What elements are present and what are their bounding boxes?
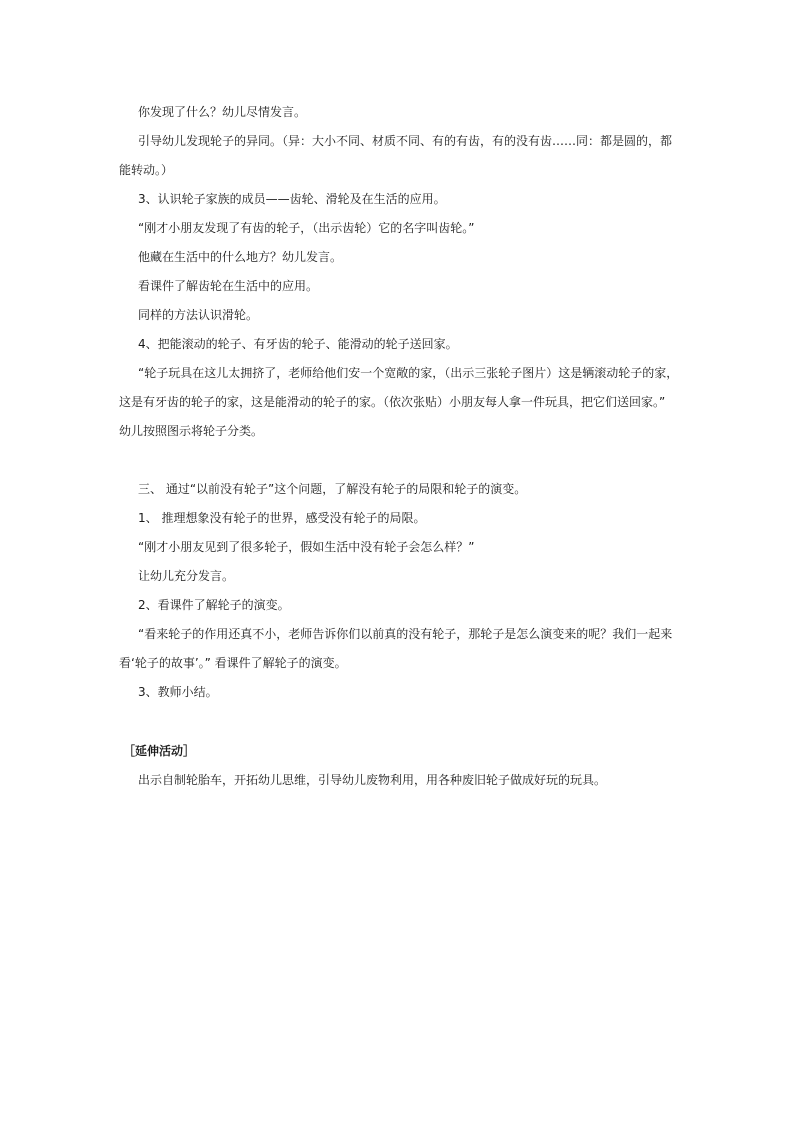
paragraph-line: 出示自制轮胎车，开拓幼儿思维，引导幼儿废物利用，用各种废旧轮子做成好玩的玩具。: [138, 773, 607, 787]
paragraph-line: “看来轮子的作用还真不小，老师告诉你们以前真的没有轮子，那轮子是怎么演变来的呢？我们一起来: [138, 627, 673, 641]
paragraph-line: “刚才小朋友见到了很多轮子，假如生活中没有轮子会怎么样？”: [138, 540, 475, 554]
section-heading: 三、 通过“以前没有轮子”这个问题，了解没有轮子的局限和轮子的演变。: [138, 482, 527, 496]
section-step: 3、认识轮子家族的成员——齿轮、滑轮及在生活的应用。: [138, 192, 446, 206]
paragraph-line: 你发现了什么？幼儿尽情发言。: [138, 105, 307, 119]
paragraph-line: 他藏在生活中的什么地方？幼儿发言。: [138, 250, 343, 264]
paragraph-line: “刚才小朋友发现了有齿的轮子，（出示齿轮）它的名字叫齿轮。”: [138, 221, 475, 235]
paragraph-line: “轮子玩具在这儿太拥挤了，老师给他们安一个宽敞的家，（出示三张轮子图片）这是辆滚动轮子的家，: [138, 366, 679, 380]
paragraph-line: 看课件了解齿轮在生活中的应用。: [138, 279, 319, 293]
paragraph-line: 能转动。）: [119, 163, 174, 177]
paragraph-line: 幼儿按照图示将轮子分类。: [119, 424, 264, 438]
paragraph-line: 让幼儿充分发言。: [138, 569, 235, 583]
paragraph-line: 这是有牙齿的轮子的家，这是能滑动的轮子的家。（依次张贴）小朋友每人拿一件玩具，把它们送回家。”: [119, 395, 666, 409]
paragraph-line: 引导幼儿发现轮子的异同。（异：大小不同、材质不同、有的有齿，有的没有齿……同：都是圆的，都: [138, 134, 673, 148]
extension-activity-heading: ［延伸活动］: [123, 744, 196, 758]
section-step: 3、教师小结。: [138, 685, 218, 699]
paragraph-line: 看‘轮子的故事’。” 看课件了解轮子的演变。: [119, 656, 347, 670]
section-step: 4、把能滚动的轮子、有牙齿的轮子、能滑动的轮子送回家。: [138, 337, 458, 351]
section-step: 2、看课件了解轮子的演变。: [138, 598, 290, 612]
section-step: 1、 推理想象没有轮子的世界，感受没有轮子的局限。: [138, 511, 426, 525]
paragraph-line: 同样的方法认识滑轮。: [138, 308, 259, 322]
